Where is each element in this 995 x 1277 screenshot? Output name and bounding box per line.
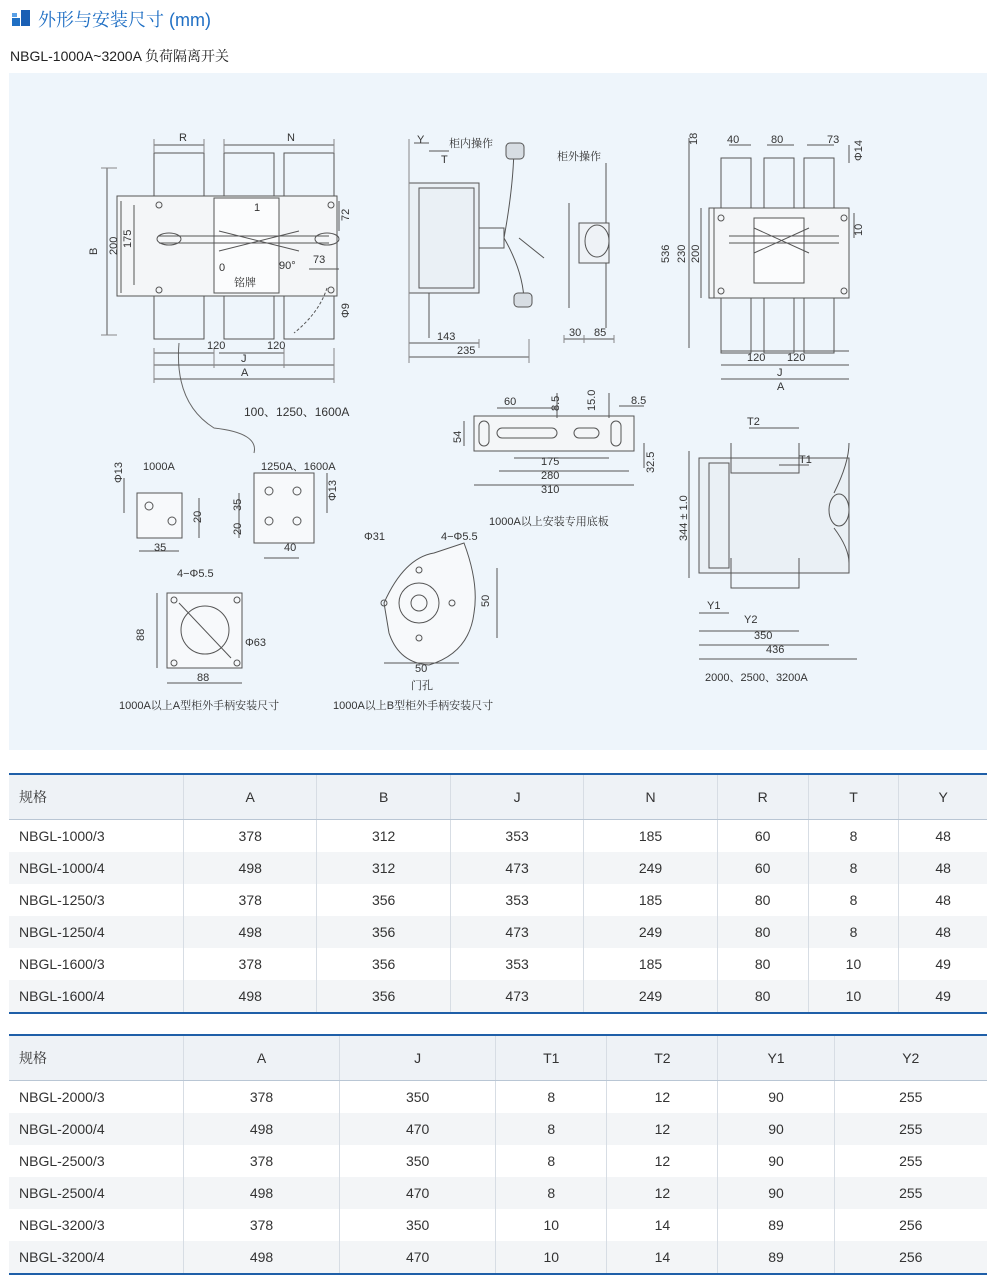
label-door-hole: 门孔	[411, 680, 433, 692]
table-cell: 350	[340, 1145, 496, 1177]
table-cell: 350	[340, 1209, 496, 1241]
table-cell: 353	[450, 884, 583, 916]
table-cell: 255	[834, 1177, 987, 1209]
label-436: 436	[766, 644, 785, 656]
label-35a: 35	[154, 542, 167, 554]
table-cell: 90	[718, 1081, 834, 1114]
label-8.5b: 8.5	[631, 395, 647, 407]
table-cell: 256	[834, 1209, 987, 1241]
table-cell: NBGL-2500/3	[19, 1153, 105, 1169]
label-T1: T1	[799, 454, 812, 466]
label-phi31: Φ31	[364, 531, 386, 543]
label-phi9: Φ9	[340, 303, 352, 318]
col-N: N	[584, 774, 717, 820]
label-235: 235	[457, 345, 476, 357]
label-Y1: Y1	[707, 600, 721, 612]
table-cell: 498	[184, 980, 317, 1013]
label-20a: 20	[192, 510, 204, 523]
label-350: 350	[754, 630, 773, 642]
label-175b: 175	[541, 456, 560, 468]
table-cell: 356	[317, 980, 450, 1013]
label-200: 200	[108, 236, 120, 255]
dimension-drawing	[9, 73, 987, 750]
table-cell: 10	[808, 980, 899, 1013]
table-row	[9, 852, 987, 884]
section-square-icon	[12, 10, 30, 28]
table-cell: 353	[450, 948, 583, 980]
table-cell: 90	[718, 1145, 834, 1177]
table-cell: 185	[584, 820, 717, 853]
table-cell: NBGL-1250/3	[19, 892, 105, 908]
table-cell: 498	[184, 1113, 340, 1145]
label-200b: 200	[690, 244, 702, 263]
label-50a: 50	[480, 594, 492, 607]
label-175: 175	[122, 229, 134, 248]
table-row	[9, 1113, 987, 1145]
label-holes-b: 4−Φ5.5	[441, 531, 478, 543]
label-J: J	[241, 353, 247, 365]
table-cell: 498	[184, 1177, 340, 1209]
label-position-1: 1	[254, 202, 261, 214]
table-header-row	[9, 774, 987, 820]
table-cell: 60	[717, 852, 808, 884]
table-cell: 249	[584, 980, 717, 1013]
table-cell: NBGL-1000/4	[19, 860, 105, 876]
table-cell: 185	[584, 884, 717, 916]
table-cell: 356	[317, 884, 450, 916]
label-280: 280	[541, 470, 560, 482]
spec-table-2000-3200	[9, 1034, 987, 1275]
table-cell: 473	[450, 852, 583, 884]
label-88a: 88	[135, 628, 147, 641]
label-out-cabinet: 柜外操作	[557, 151, 601, 163]
label-1000A: 1000A	[143, 461, 175, 473]
table-cell: 12	[607, 1081, 718, 1114]
table-cell: 80	[717, 916, 808, 948]
large-front-view	[689, 138, 854, 379]
table-cell: 498	[184, 916, 317, 948]
table-cell: 356	[317, 916, 450, 948]
label-50b: 50	[415, 663, 428, 675]
col-J: J	[340, 1035, 496, 1081]
label-40: 40	[727, 134, 740, 146]
table-cell: 470	[340, 1241, 496, 1274]
table-cell: 12	[607, 1113, 718, 1145]
label-phi13b: Φ13	[327, 479, 339, 501]
label-310: 310	[541, 484, 560, 496]
label-85: 85	[594, 327, 607, 339]
label-B: B	[88, 247, 100, 255]
table-row	[9, 1177, 987, 1209]
col-spec: 规格	[9, 1035, 184, 1081]
label-230: 230	[676, 244, 688, 263]
table-cell: NBGL-3200/3	[19, 1217, 105, 1233]
table-cell: 249	[584, 916, 717, 948]
label-32.5: 32.5	[645, 451, 657, 473]
label-72: 72	[340, 208, 352, 221]
table-cell: 8	[496, 1081, 607, 1114]
col-spec: 规格	[9, 774, 184, 820]
table-cell: 378	[184, 884, 317, 916]
table-cell: 350	[340, 1081, 496, 1114]
label-60: 60	[504, 396, 517, 408]
label-73b: 73	[827, 134, 840, 146]
table-cell: NBGL-1600/4	[9, 980, 184, 1013]
rating-small: 100、1250、1600A	[244, 405, 350, 419]
large-side-view	[689, 428, 857, 659]
table-cell: 48	[899, 852, 987, 884]
label-88b: 88	[197, 672, 210, 684]
label-A: A	[241, 367, 249, 379]
table-cell: 90	[718, 1177, 834, 1209]
table-cell: 8	[808, 884, 899, 916]
label-120d: 120	[787, 352, 806, 364]
table-cell: NBGL-1250/4	[19, 924, 105, 940]
label-phi63: Φ63	[245, 637, 267, 649]
col-J: J	[450, 774, 583, 820]
table-cell: 378	[184, 1209, 340, 1241]
label-15.0: 15.0	[586, 389, 598, 411]
col-Y2: Y2	[834, 1035, 987, 1081]
table-cell: 49	[899, 948, 987, 980]
col-A: A	[184, 774, 317, 820]
table-cell: 8	[808, 820, 899, 853]
col-Y1: Y1	[718, 1035, 834, 1081]
spec-table-1000-1600	[9, 773, 987, 1014]
label-holes-a: 4−Φ5.5	[177, 568, 214, 580]
label-120-right: 120	[267, 340, 286, 352]
table-cell: 48	[899, 916, 987, 948]
col-T2: T2	[607, 1035, 718, 1081]
table-cell: 249	[584, 852, 717, 884]
label-T: T	[441, 154, 448, 166]
table-cell: 312	[317, 820, 450, 853]
label-120c: 120	[747, 352, 766, 364]
label-30: 30	[569, 327, 582, 339]
label-T2: T2	[747, 416, 760, 428]
label-8.5a: 8.5	[550, 395, 562, 411]
table-cell: NBGL-2000/3	[19, 1089, 105, 1105]
table-header-row	[9, 1035, 987, 1081]
label-position-0: 0	[219, 262, 226, 274]
table-cell: 473	[450, 980, 583, 1013]
label-10: 10	[853, 223, 865, 236]
table-row	[9, 980, 987, 1013]
table-cell: 80	[717, 884, 808, 916]
label-phi13a: Φ13	[113, 461, 125, 483]
table-cell: 8	[496, 1113, 607, 1145]
table-row	[9, 916, 987, 948]
table-cell: 89	[718, 1241, 834, 1274]
label-R: R	[179, 132, 187, 144]
table-cell: 356	[317, 948, 450, 980]
handle-a-caption: 1000A以上A型柜外手柄安装尺寸	[119, 700, 280, 712]
table-cell: 255	[834, 1081, 987, 1114]
table-cell: 498	[184, 1241, 340, 1274]
label-Y2: Y2	[744, 614, 758, 626]
label-344: 344 ± 1.0	[678, 495, 690, 541]
table-cell: 80	[717, 948, 808, 980]
table-cell: 10	[496, 1209, 607, 1241]
table-cell: NBGL-1600/3	[19, 956, 105, 972]
col-B: B	[317, 774, 450, 820]
table-cell: 90	[718, 1113, 834, 1145]
table-row	[9, 1145, 987, 1177]
table-cell: 312	[317, 852, 450, 884]
label-N: N	[287, 132, 295, 144]
baseplate-caption: 1000A以上安装专用底板	[489, 516, 609, 528]
label-J2: J	[777, 367, 783, 379]
table-cell: 255	[834, 1113, 987, 1145]
table-cell: 12	[607, 1145, 718, 1177]
table-cell: 256	[834, 1241, 987, 1274]
table-cell: 8	[496, 1145, 607, 1177]
table-cell: 353	[450, 820, 583, 853]
table-cell: NBGL-2500/4	[19, 1185, 105, 1201]
table-row	[9, 1241, 987, 1274]
table-cell: NBGL-3200/4	[9, 1241, 184, 1274]
label-20b: 20	[232, 522, 244, 535]
section-title: 外形与安装尺寸 (mm)	[38, 10, 211, 30]
table-cell: 10	[496, 1241, 607, 1274]
table-cell: 378	[184, 948, 317, 980]
handle-b-caption: 1000A以上B型柜外手柄安装尺寸	[333, 700, 494, 712]
label-54: 54	[452, 430, 464, 443]
label-18: 18	[688, 132, 700, 145]
product-subtitle: NBGL-1000A~3200A 负荷隔离开关	[10, 48, 230, 64]
label-35b: 35	[232, 498, 244, 511]
label-phi14: Φ14	[853, 139, 865, 161]
table-cell: 378	[184, 1081, 340, 1114]
table-cell: 12	[607, 1177, 718, 1209]
label-120-left: 120	[207, 340, 226, 352]
table-cell: 8	[808, 916, 899, 948]
label-Y: Y	[417, 134, 425, 146]
label-80: 80	[771, 134, 784, 146]
drawing-canvas	[9, 73, 987, 750]
label-1250A: 1250A、1600A	[261, 461, 336, 473]
table-row	[9, 1081, 987, 1114]
table-row	[9, 884, 987, 916]
label-in-cabinet: 柜内操作	[449, 138, 493, 150]
label-40b: 40	[284, 542, 297, 554]
rating-large: 2000、2500、3200A	[705, 672, 808, 684]
table-cell: 10	[808, 948, 899, 980]
table-cell: 14	[607, 1209, 718, 1241]
table-cell: 48	[899, 820, 987, 853]
table-row	[9, 1209, 987, 1241]
table-cell: 60	[717, 820, 808, 853]
table-cell: 185	[584, 948, 717, 980]
label-nameplate: 铭牌	[234, 277, 256, 289]
side-view	[409, 139, 614, 363]
table-cell: 470	[340, 1177, 496, 1209]
label-A2: A	[777, 381, 785, 393]
table-cell: 48	[899, 884, 987, 916]
table-cell: 378	[184, 820, 317, 853]
table-row	[9, 948, 987, 980]
table-cell: NBGL-2000/4	[19, 1121, 105, 1137]
label-536: 536	[660, 244, 672, 263]
table-cell: 473	[450, 916, 583, 948]
table-cell: 89	[718, 1209, 834, 1241]
col-R: R	[717, 774, 808, 820]
table-cell: 378	[184, 1145, 340, 1177]
col-A: A	[184, 1035, 340, 1081]
table-cell: 8	[808, 852, 899, 884]
section-header	[12, 6, 211, 32]
col-T1: T1	[496, 1035, 607, 1081]
table-cell: 80	[717, 980, 808, 1013]
table-cell: 470	[340, 1113, 496, 1145]
table-cell: 8	[496, 1177, 607, 1209]
table-cell: NBGL-1000/3	[19, 828, 105, 844]
table-cell: 255	[834, 1145, 987, 1177]
table-row	[9, 820, 987, 853]
table-cell: 49	[899, 980, 987, 1013]
col-Y: Y	[899, 774, 987, 820]
table-cell: 14	[607, 1241, 718, 1274]
col-T: T	[808, 774, 899, 820]
handle-a-drawing	[157, 593, 242, 683]
table-cell: 498	[184, 852, 317, 884]
label-143: 143	[437, 331, 456, 343]
label-90deg: 90°	[279, 260, 296, 272]
label-73: 73	[313, 254, 326, 266]
